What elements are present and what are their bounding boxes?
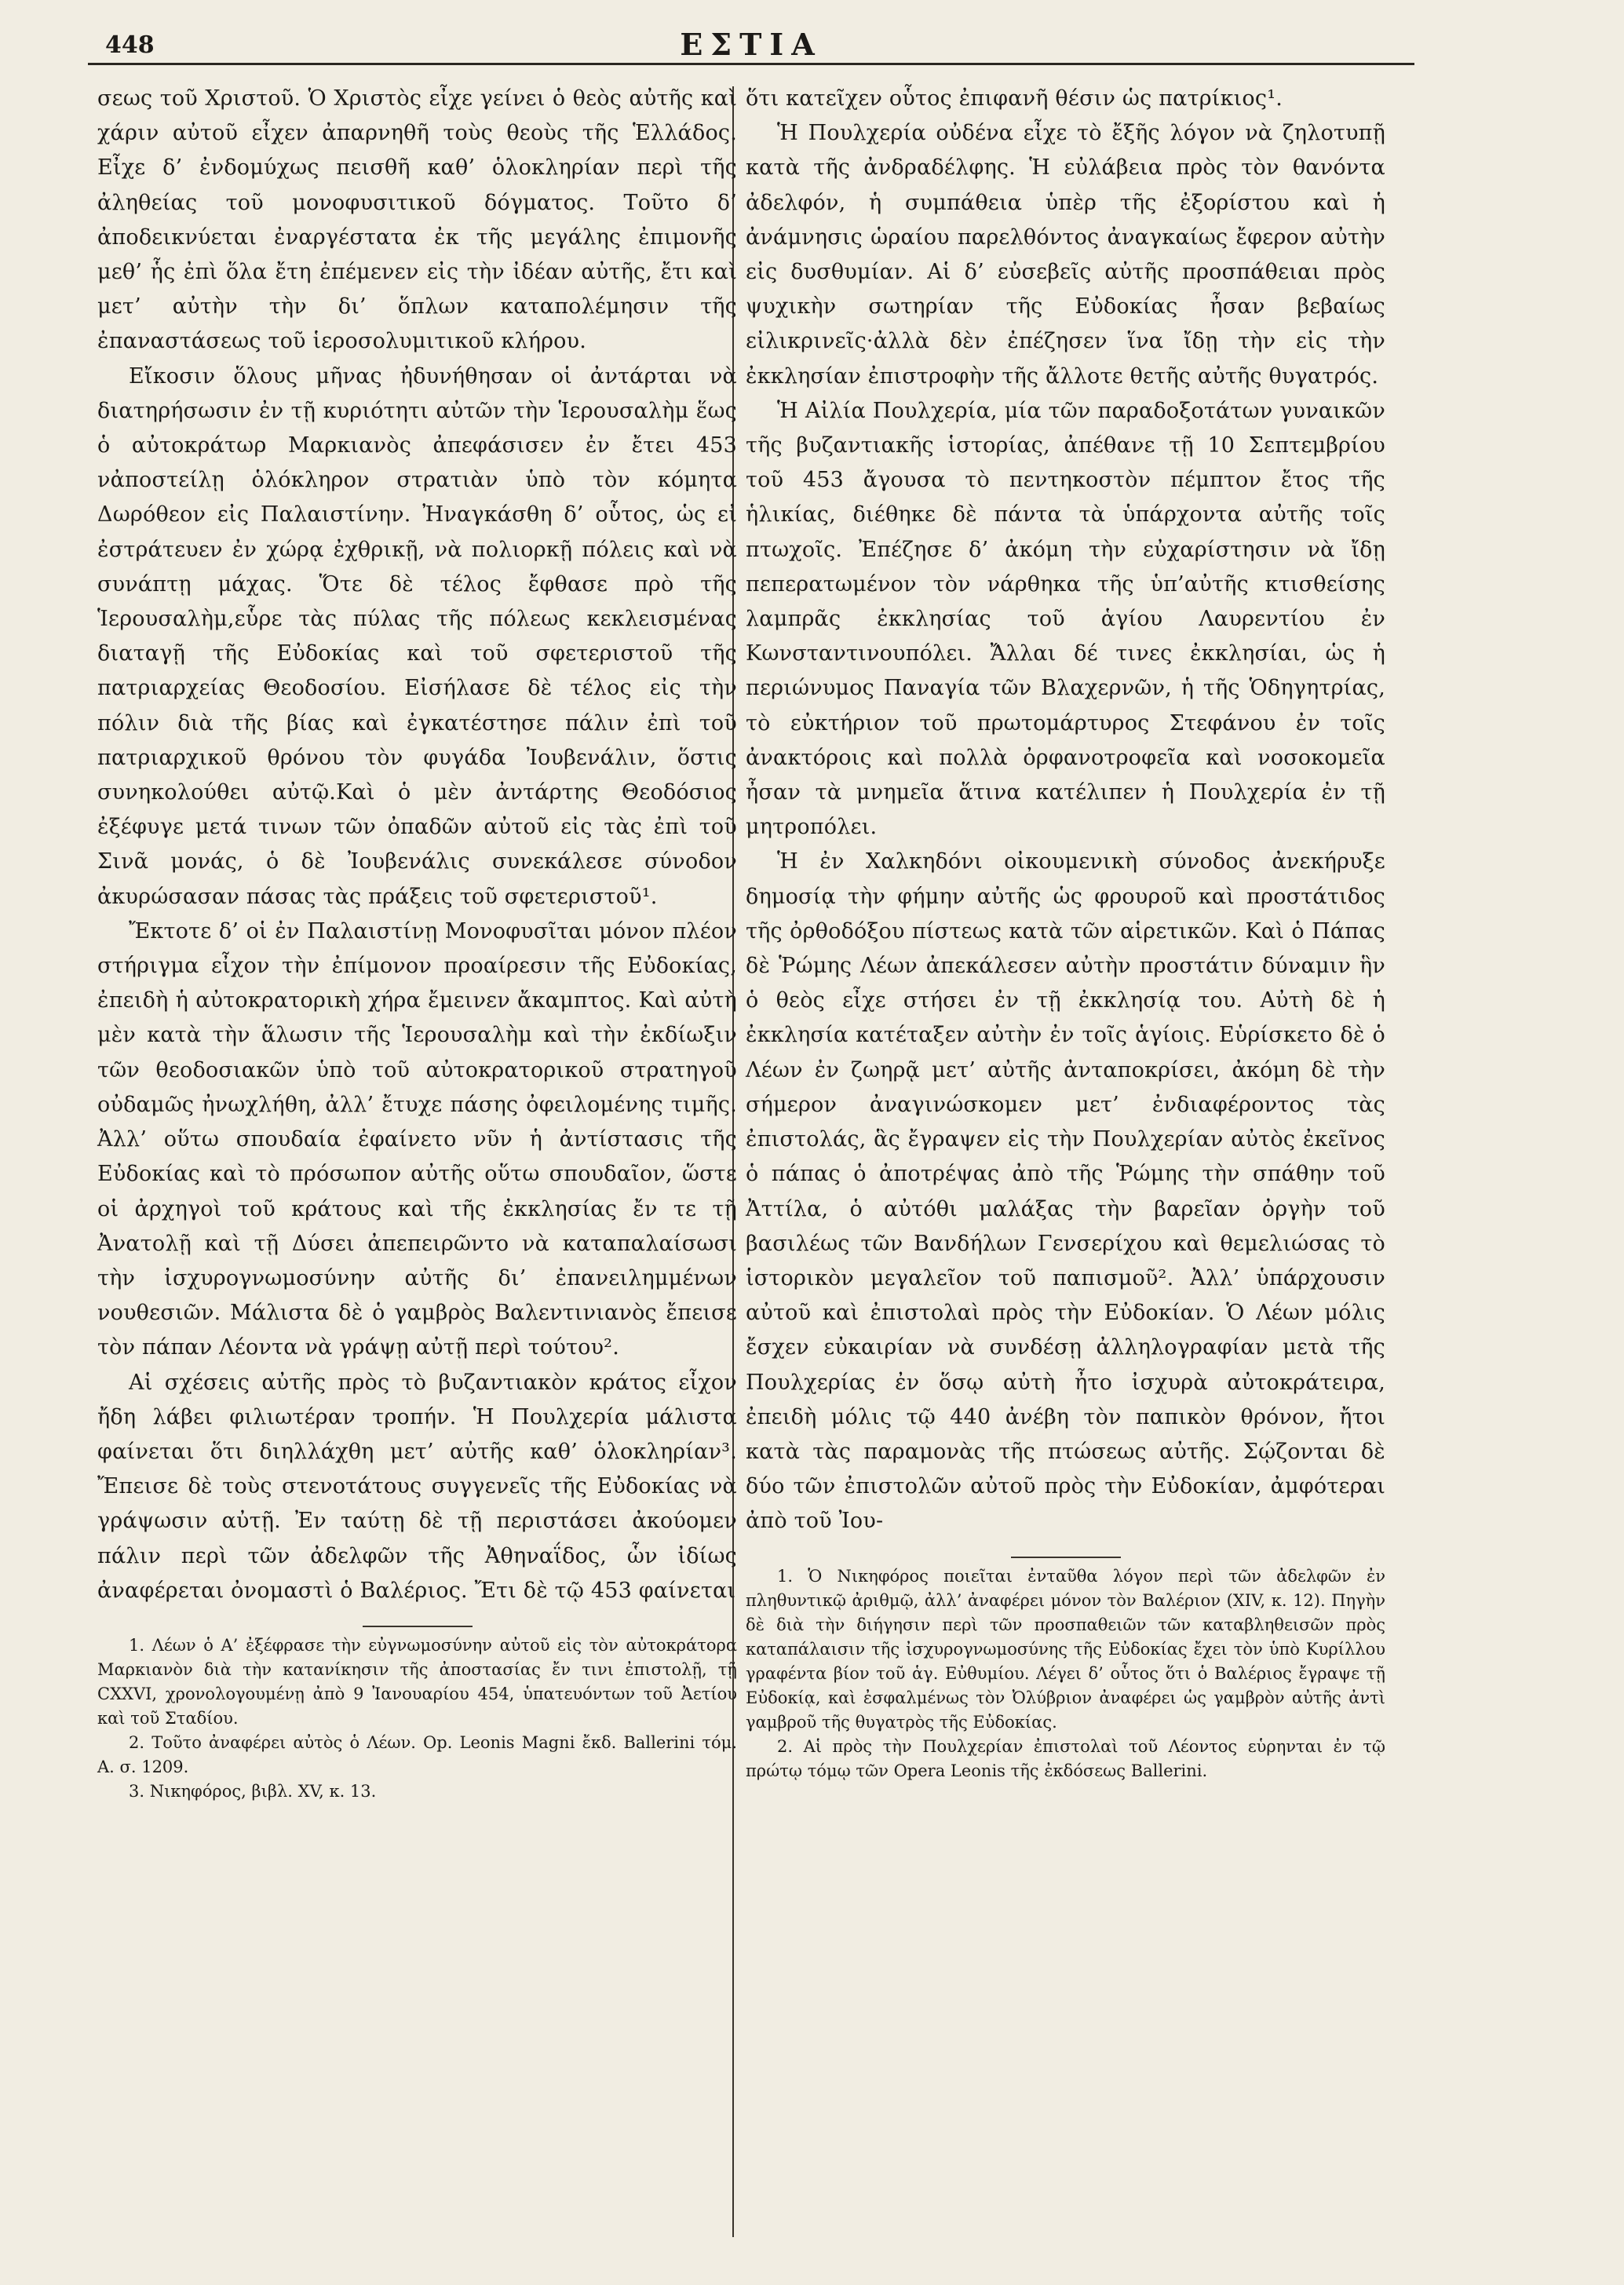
paragraph: Ἡ Αἰλία Πουλχερία, μία τῶν παραδοξοτάτων γυναικῶν τῆς βυζαντιακῆς ἱστορίας, ἀπέθανε τῇ 10 Σεπτεμβρίου τοῦ 453 ἄγουσα τὸ πεντηκοστὸν πέμπτον ἔτος τῆς ἡλικίας, διέθηκε δὲ πάντα τὰ ὑπάρχοντα αὐτῆς τοῖς πτωχοῖς. Ἐπέζησε δ’ ἀκόμη τὴν εὐχαρίστησιν νὰ ἴδῃ πεπερατωμένον τὸν νάρθηκα τῆς ὑπ’αὐτῆς κτισθείσης λαμπρᾶς ἐκκλησίας τοῦ ἁγίου Λαυρεντίου ἐν Κωνσταντινουπόλει. Ἄλλαι δέ τινες ἐκκλησίαι, ὡς ἡ περιώνυμος Παναγία τῶν Βλαχερνῶν, ἡ τῆς Ὁδηγητρίας, τὸ εὐκτήριον τοῦ πρωτομάρτυρος Στεφάνου ἐν τοῖς ἀνακτόροις καὶ πολλὰ ὀρφανοτροφεῖα καὶ νοσοκομεῖα ἦσαν τὰ μνημεῖα ἅτινα κατέλιπεν ἡ Πουλχερία ἐν τῇ μητροπόλει. [746,398,1385,840]
right-column [746,82,1385,1783]
paragraph: Ἔκτοτε δ’ οἱ ἐν Παλαιστίνῃ Μονοφυσῖται μόνον πλέον στήριγμα εἶχον τὴν ἐπίμονον προαίρεσιν τῆς Εὐδοκίας, ἐπειδὴ ἡ αὐτοκρατορικὴ χήρα ἔμεινεν ἄκαμπτος. Καὶ αὐτὴ μὲν κατὰ τὴν ἅλωσιν τῆς Ἱερουσαλὴμ καὶ τὴν ἐκδίωξιν τῶν θεοδοσιακῶν ὑπὸ τοῦ αὐτοκρατορικοῦ στρατηγοῦ οὐδαμῶς ἠνωχλήθη, ἀλλ’ ἔτυχε πάσης ὀφειλομένης τιμῆς. Ἀλλ’ οὕτω σπουδαία ἐφαίνετο νῦν ἡ ἀντίστασις τῆς Εὐδοκίας καὶ τὸ πρόσωπον αὐτῆς οὕτω σπουδαῖον, ὥστε οἱ ἀρχηγοὶ τοῦ κράτους καὶ τῆς ἐκκλησίας ἔν τε τῇ Ἀνατολῇ καὶ τῇ Δύσει ἀπεπειρῶντο νὰ καταπαλαίσωσι τὴν ἰσχυρογνωμοσύνην αὐτῆς δι’ ἐπανειλημμένων νουθεσιῶν. Μάλιστα δὲ ὁ γαμβρὸς Βαλεντινιανὸς ἔπεισε τὸν πάπαν Λέοντα νὰ γράψῃ αὐτῇ περὶ τούτου². [97,918,737,1360]
footnote-rule [1011,1557,1121,1558]
paragraph: Ἡ Πουλχερία οὐδένα εἶχε τὸ ἔξῆς λόγον νὰ ζηλοτυπῇ κατὰ τῆς ἀνδραδέλφης. Ἡ εὐλάβεια πρὸς τὸν θανόντα ἀδελφόν, ἡ συμπάθεια ὑπὲρ τῆς ἐξορίστου καὶ ἡ ἀνάμνησις ὡραίου παρελθόντος ἀναγκαίως ἔφερον αὐτὴν εἰς δυσθυμίαν. Αἱ δ’ εὐσεβεῖς αὐτῆς προσπάθειαι πρὸς ψυχικὴν σωτηρίαν τῆς Εὐδοκίας ἦσαν βεβαίως εἰλικρινεῖς·ἀλλὰ δὲν ἐπέζησεν ἵνα ἴδῃ τὴν εἰς τὴν ἐκκλησίαν ἐπιστροφὴν τῆς ἄλλοτε θετῆς αὐτῆς θυγατρός. [746,121,1385,389]
footnote-rule [363,1626,473,1627]
paragraph: Ἡ ἐν Χαλκηδόνι οἰκουμενικὴ σύνοδος ἀνεκήρυξε δημοσίᾳ τὴν φήμην αὐτῆς ὡς φρουροῦ καὶ προστάτιδος τῆς ὀρθοδόξου πίστεως κατὰ τῶν αἱρετικῶν. Καὶ ὁ Πάπας δὲ Ῥώμης Λέων ἀπεκάλεσεν αὐτὴν προστάτιν δύναμιν ἣν ὁ θεὸς εἶχε στήσει ἐν τῇ ἐκκλησίᾳ του. Αὐτὴ δὲ ἡ ἐκκλησία κατέταξεν αὐτὴν ἐν τοῖς ἁγίοις. Εὑρίσκετο δὲ ὁ Λέων ἐν ζωηρᾷ μετ’ αὐτῆς ἀνταποκρίσει, ἀκόμη δὲ τὴν σήμερον ἀναγινώσκομεν μετ’ ἐνδιαφέροντος τὰς ἐπιστολάς, ἃς ἔγραψεν εἰς τὴν Πουλχερίαν αὐτὸς ἐκεῖνος ὁ πάπας ὁ ἀποτρέψας ἀπὸ τῆς Ῥώμης τὴν σπάθην τοῦ Ἀττίλα, ὁ αὐτόθι μαλάξας τὴν βαρεῖαν ὀργὴν τοῦ βασιλέως τῶν Βανδήλων Γενσερίχου καὶ θεμελιώσας τὸ ἱστορικὸν μεγαλεῖον τοῦ παπισμοῦ². Ἀλλ’ ὑπάρχουσιν αὐτοῦ καὶ ἐπιστολαὶ πρὸς τὴν Εὐδοκίαν. Ὁ Λέων μόλις ἔσχεν εὐκαιρίαν νὰ συνδέσῃ ἀλληλογραφίαν μετὰ τῆς Πουλχερίας ἐν ὅσῳ αὐτὴ ἦτο ἰσχυρὰ αὐτοκράτειρα, ἐπειδὴ μόλις τῷ 440 ἀνέβη τὸν παπικὸν θρόνον, ἤτοι κατὰ τὰς παραμονὰς τῆς πτώσεως αὐτῆς. Σῴζονται δὲ δύο τῶν ἐπιστολῶν αὐτοῦ πρὸς τὴν Εὐδοκίαν, ἀμφότεραι ἀπὸ τοῦ Ἰου- [746,849,1385,1534]
footnote: 2. Αἱ πρὸς τὴν Πουλχερίαν ἐπιστολαὶ τοῦ Λέοντος εὑρηνται ἐν τῷ πρώτῳ τόμῳ τῶν Opera Leonis τῆς ἐκδόσεως Ballerini. [746,1736,1385,1780]
paragraph: σεως τοῦ Χριστοῦ. Ὁ Χριστὸς εἶχε γείνει ὁ θεὸς αὐτῆς καὶ χάριν αὐτοῦ εἶχεν ἀπαρνηθῆ τοὺς θεοὺς τῆς Ἑλλάδος. Εἶχε δ’ ἐνδομύχως πεισθῆ καθ’ ὁλοκληρίαν περὶ τῆς ἀληθείας τοῦ μονοφυσιτικοῦ δόγματος. Τοῦτο δ’ ἀποδεικνύεται ἐναργέστατα ἐκ τῆς μεγάλης ἐπιμονῆς μεθ’ ἧς ἐπὶ ὅλα ἔτη ἐπέμενεν εἰς τὴν ἰδέαν αὐτῆς, ἔτι καὶ μετ’ αὐτὴν τὴν δι’ ὅπλων καταπολέμησιν τῆς ἐπαναστάσεως τοῦ ἱεροσολυμιτικοῦ κλήρου. [97,86,737,354]
paragraph: Εἴκοσιν ὅλους μῆνας ἠδυνήθησαν οἱ ἀντάρται νὰ διατηρήσωσιν ἐν τῇ κυριότητι αὐτῶν τὴν Ἱερουσαλὴμ ἕως ὁ αὐτοκράτωρ Μαρκιανὸς ἀπεφάσισεν ἐν ἔτει 453 νἀποστείλῃ ὁλόκληρον στρατιὰν ὑπὸ τὸν κόμητα Δωρόθεον εἰς Παλαιστίνην. Ἠναγκάσθη δ’ οὗτος, ὡς εἰ ἐστράτευεν ἐν χώρᾳ ἐχθρικῇ, νὰ πολιορκῇ πόλεις καὶ νὰ συνάπτῃ μάχας. Ὅτε δὲ τέλος ἔφθασε πρὸ τῆς Ἱερουσαλὴμ,εὗρε τὰς πύλας τῆς πόλεως κεκλεισμένας διαταγῇ τῆς Εὐδοκίας καὶ τοῦ σφετεριστοῦ τῆς πατριαρχείας Θεοδοσίου. Εἰσήλασε δὲ τέλος εἰς τὴν πόλιν διὰ τῆς βίας καὶ ἐγκατέστησε πάλιν ἐπὶ τοῦ πατριαρχικοῦ θρόνου τὸν φυγάδα Ἰουβενάλιν, ὅστις συνηκολούθει αὐτῷ.Καὶ ὁ μὲν ἀντάρτης Θεοδόσιος ἐξέφυγε μετά τινων τῶν ὀπαδῶν αὐτοῦ εἰς τὰς ἐπὶ τοῦ Σινᾶ μονάς, ὁ δὲ Ἰουβενάλις συνεκάλεσε σύνοδον ἀκυρώσασαν πάσας τὰς πράξεις τοῦ σφετεριστοῦ¹. [97,363,737,909]
footnote: 3. Νικηφόρος, βιβλ. XV, κ. 13. [129,1781,377,1801]
right-footnotes [746,1564,1385,1783]
left-column [97,82,737,1804]
header-rule [88,63,1414,65]
page-header [88,22,1414,66]
page-number: 448 [105,31,155,59]
running-title: ΕΣΤΙΑ [680,27,823,62]
footnote: 2. Τοῦτο ἀναφέρει αὐτὸς ὁ Λέων. Op. Leonis Magni ἔκδ. Ballerini τόμ. Α. σ. 1209. [97,1732,737,1776]
footnote: 1. Λέων ὁ Α’ ἐξέφρασε τὴν εὐγνωμοσύνην αὐτοῦ εἰς τὸν αὐτοκράτορα Μαρκιανὸν διὰ τὴν κατανίκησιν τῆς ἀποστασίας ἔν τινι ἐπιστολῇ, τῇ CXXVI, χρονολογουμένῃ ἀπὸ 9 Ἰανουαρίου 454, ὑπατευόντων τοῦ Ἀετίου καὶ τοῦ Σταδίου. [97,1635,737,1728]
paragraph: Αἱ σχέσεις αὐτῆς πρὸς τὸ βυζαντιακὸν κράτος εἶχον ἤδη λάβει φιλιωτέραν τροπήν. Ἡ Πουλχερία μάλιστα φαίνεται ὅτι διηλλάχθη μετ’ αὐτῆς καθ’ ὁλοκληρίαν³. Ἔπεισε δὲ τοὺς στενοτάτους συγγενεῖς τῆς Εὐδοκίας νὰ γράψωσιν αὐτῇ. Ἐν ταύτῃ δὲ τῇ περιστάσει ἀκούομεν πάλιν περὶ τῶν ἀδελφῶν τῆς Ἀθηναΐδος, ὧν ἰδίως ἀναφέρεται ὀνομαστὶ ὁ Βαλέριος. Ἔτι δὲ τῷ 453 φαίνεται [97,1370,737,1603]
right-body-text [746,82,1385,1539]
paragraph: ὅτι κατεῖχεν οὗτος ἐπιφανῆ θέσιν ὡς πατρίκιος¹. [746,86,1283,111]
left-body-text [97,82,737,1608]
footnote: 1. Ὁ Νικηφόρος ποιεῖται ἐνταῦθα λόγον περὶ τῶν ἀδελφῶν ἐν πληθυντικῷ ἀριθμῷ, ἀλλ’ ἀναφέρει μόνον τὸν Βαλέριον (XIV, κ. 12). Πηγὴν δὲ διὰ τὴν διήγησιν περὶ τῶν προσπαθειῶν τῶν καταβληθεισῶν πρὸς καταπάλαισιν τῆς ἰσχυρογνωμοσύνης τῆς Εὐδοκίας ἔχει τὸν ὑπὸ Κυρίλλου γραφέντα βίον τοῦ ἁγ. Εὐθυμίου. Λέγει δ’ οὗτος ὅτι ὁ Βαλέριος ἔγραψε τῇ Εὐδοκίᾳ, καὶ ἐσφαλμένως τὸν Ὀλύβριον ἀναφέρει ὡς γαμβρὸν αὐτῆς ἀντὶ γαμβροῦ τῆς θυγατρὸς τῆς Εὐδοκίας. [746,1566,1385,1732]
left-footnotes [97,1633,737,1804]
